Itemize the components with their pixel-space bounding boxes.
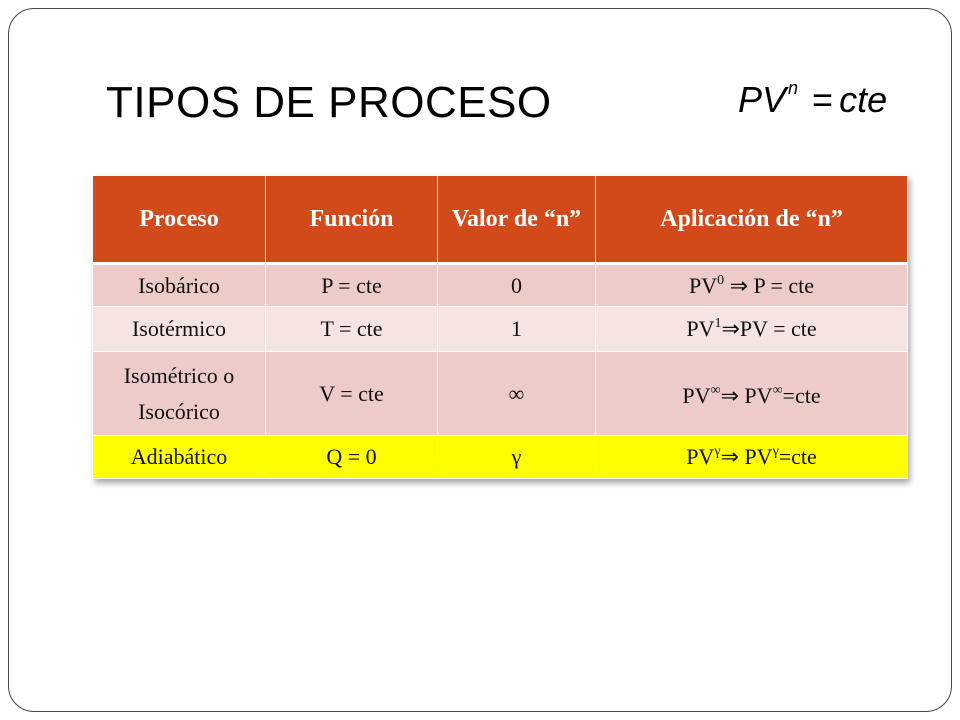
- aplicacion-c: =cte: [778, 444, 817, 469]
- aplicacion-b-sup: ∞: [772, 383, 783, 398]
- slide-title: TIPOS DE PROCESO: [106, 78, 552, 127]
- cell-valor: γ: [438, 436, 596, 479]
- formula-rhs: cte: [839, 79, 888, 120]
- header-proceso: Proceso: [93, 176, 266, 264]
- cell-funcion: T = cte: [266, 307, 438, 352]
- formula-exponent: n: [788, 78, 799, 98]
- cell-proceso: Adiabático: [93, 436, 266, 479]
- aplicacion-b: ⇒ PV: [720, 383, 773, 408]
- cell-aplicacion: [596, 436, 908, 479]
- formula-base: PV: [738, 79, 787, 120]
- cell-funcion: V = cte: [266, 352, 438, 436]
- aplicacion-a: PV: [686, 316, 715, 341]
- aplicacion-a: PV: [688, 272, 718, 298]
- cell-valor: ∞: [438, 352, 596, 436]
- aplicacion-b: ⇒PV = cte: [721, 316, 817, 341]
- cell-aplicacion: [596, 352, 908, 436]
- aplicacion-b: ⇒ PV: [720, 444, 773, 469]
- aplicacion-b: ⇒ P = cte: [724, 272, 815, 298]
- cell-proceso: Isobárico: [93, 264, 266, 307]
- header-valor-n: Valor de “n”: [438, 176, 596, 264]
- aplicacion-a-sup: 1: [714, 316, 722, 331]
- cell-funcion: Q = 0: [266, 436, 438, 479]
- header-funcion: Función: [266, 176, 438, 264]
- process-table: [92, 175, 908, 479]
- aplicacion-b-sup: γ: [772, 444, 779, 459]
- cell-proceso: Isométrico o Isocórico: [93, 352, 266, 436]
- cell-aplicacion: [596, 264, 908, 307]
- aplicacion-c: =cte: [782, 383, 821, 408]
- cell-valor: 0: [438, 264, 596, 307]
- aplicacion-a-sup: γ: [714, 444, 721, 459]
- aplicacion-a: PV: [686, 444, 715, 469]
- cell-aplicacion: [596, 307, 908, 352]
- table-row: [93, 307, 908, 352]
- table-row: [93, 264, 908, 307]
- table-row: [93, 436, 908, 479]
- aplicacion-a-sup: ∞: [710, 383, 721, 398]
- formula-equals: =: [812, 79, 834, 120]
- cell-valor: 1: [438, 307, 596, 352]
- table-header-row: [93, 176, 908, 264]
- formula: [738, 78, 887, 121]
- process-table-container: [92, 175, 907, 479]
- cell-proceso: Isotérmico: [93, 307, 266, 352]
- header-aplicacion-n: Aplicación de “n”: [596, 176, 908, 264]
- table-row: [93, 352, 908, 436]
- aplicacion-a: PV: [682, 383, 711, 408]
- aplicacion-a-sup: 0: [717, 272, 725, 288]
- cell-funcion: P = cte: [266, 264, 438, 307]
